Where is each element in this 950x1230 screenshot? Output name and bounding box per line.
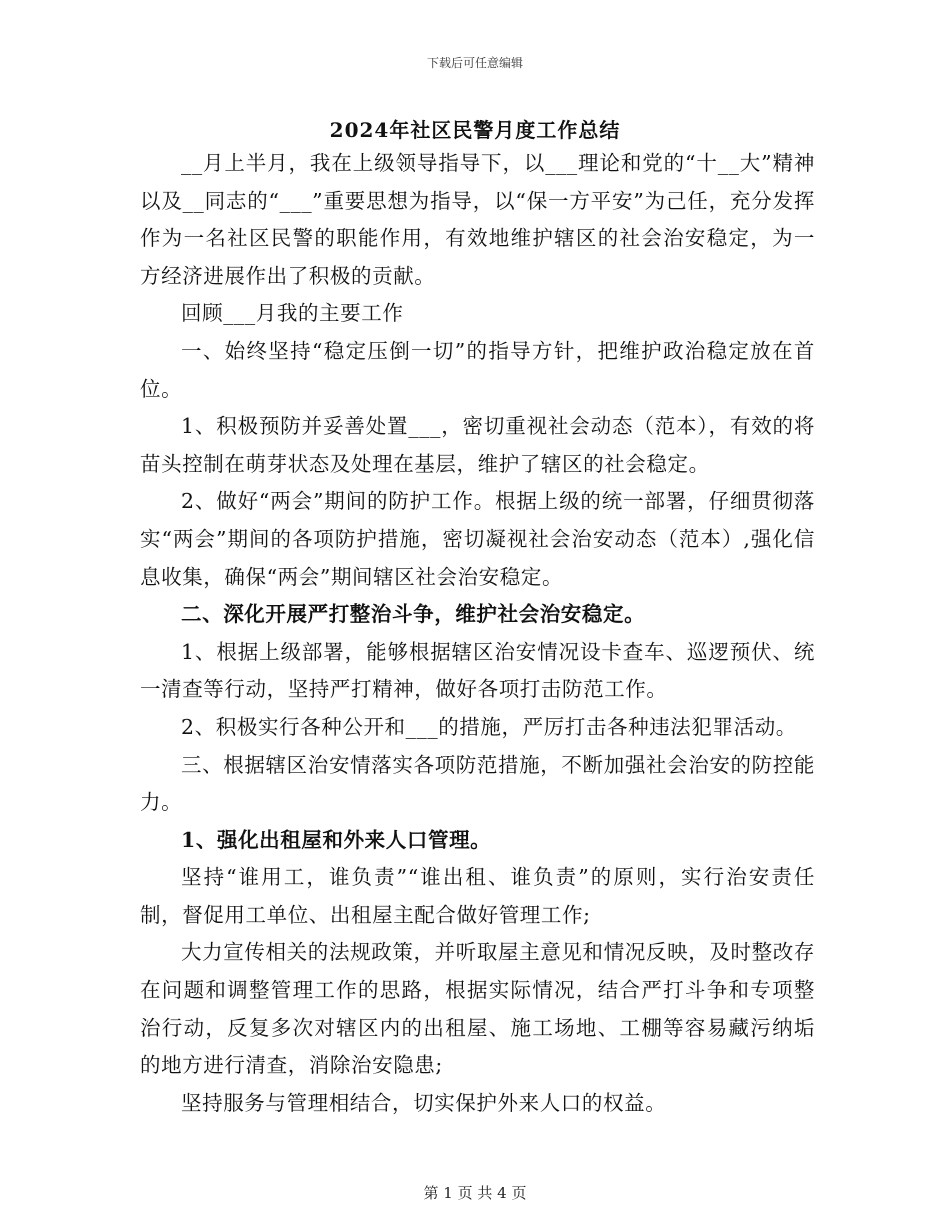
paragraph: __月上半月，我在上级领导指导下，以___理论和党的“十__大”精神以及__同志的“___”重要思想为指导，以“保一方平安”为己任，充分发挥作为一名社区民警的职能作用，有效地维护辖区的社会治安稳定，为一方经济进展作出了积极的贡献。 xyxy=(140,151,815,288)
paragraph: 坚持“谁用工，谁负责”“谁出租、谁负责”的原则，实行治安责任制，督促用工单位、出租屋主配合做好管理工作; xyxy=(140,865,815,927)
page-footer: 第 1 页 共 4 页 xyxy=(423,1184,527,1202)
section-heading: 二、深化开展严打整治斗争，维护社会治安稳定。 xyxy=(181,602,646,627)
paragraph: 坚持服务与管理相结合，切实保护外来人口的权益。 xyxy=(181,1090,667,1115)
document-title: 2024年社区民警月度工作总结 xyxy=(329,118,621,142)
document-body xyxy=(140,145,815,1122)
paragraph: 1、积极预防并妥善处置___，密切重视社会动态（范本），有效的将苗头控制在萌芽状态及处理在基层，维护了辖区的社会稳定。 xyxy=(140,414,815,476)
paragraph: 2、做好“两会”期间的防护工作。根据上级的统一部署，仔细贯彻落实“两会”期间的各项防护措施，密切凝视社会治安动态（范本）,强化信息收集，确保“两会”期间辖区社会治安稳定。 xyxy=(140,489,815,589)
paragraph: 1、根据上级部署，能够根据辖区治安情况设卡查车、巡逻预伏、统一清查等行动，坚持严打精神，做好各项打击防范工作。 xyxy=(140,639,815,702)
header-note: 下载后可任意编辑 xyxy=(426,56,523,70)
paragraph: 大力宣传相关的法规政策，并听取屋主意见和情况反映，及时整改存在问题和调整管理工作的思路，根据实际情况，结合严打斗争和专项整治行动，反复多次对辖区内的出租屋、施工场地、工棚等容易藏污纳垢的地方进行清查，消除治安隐患; xyxy=(140,940,815,1078)
section-heading: 1、强化出租屋和外来人口管理。 xyxy=(181,827,492,852)
paragraph: 回顾___月我的主要工作 xyxy=(181,301,404,326)
paragraph: 2、积极实行各种公开和___的措施，严厉打击各种违法犯罪活动。 xyxy=(181,714,797,739)
paragraph: 一、始终坚持“稳定压倒一切”的指导方针，把维护政治稳定放在首位。 xyxy=(140,338,815,401)
paragraph: 三、根据辖区治安情落实各项防范措施，不断加强社会治安的防控能力。 xyxy=(140,752,815,815)
